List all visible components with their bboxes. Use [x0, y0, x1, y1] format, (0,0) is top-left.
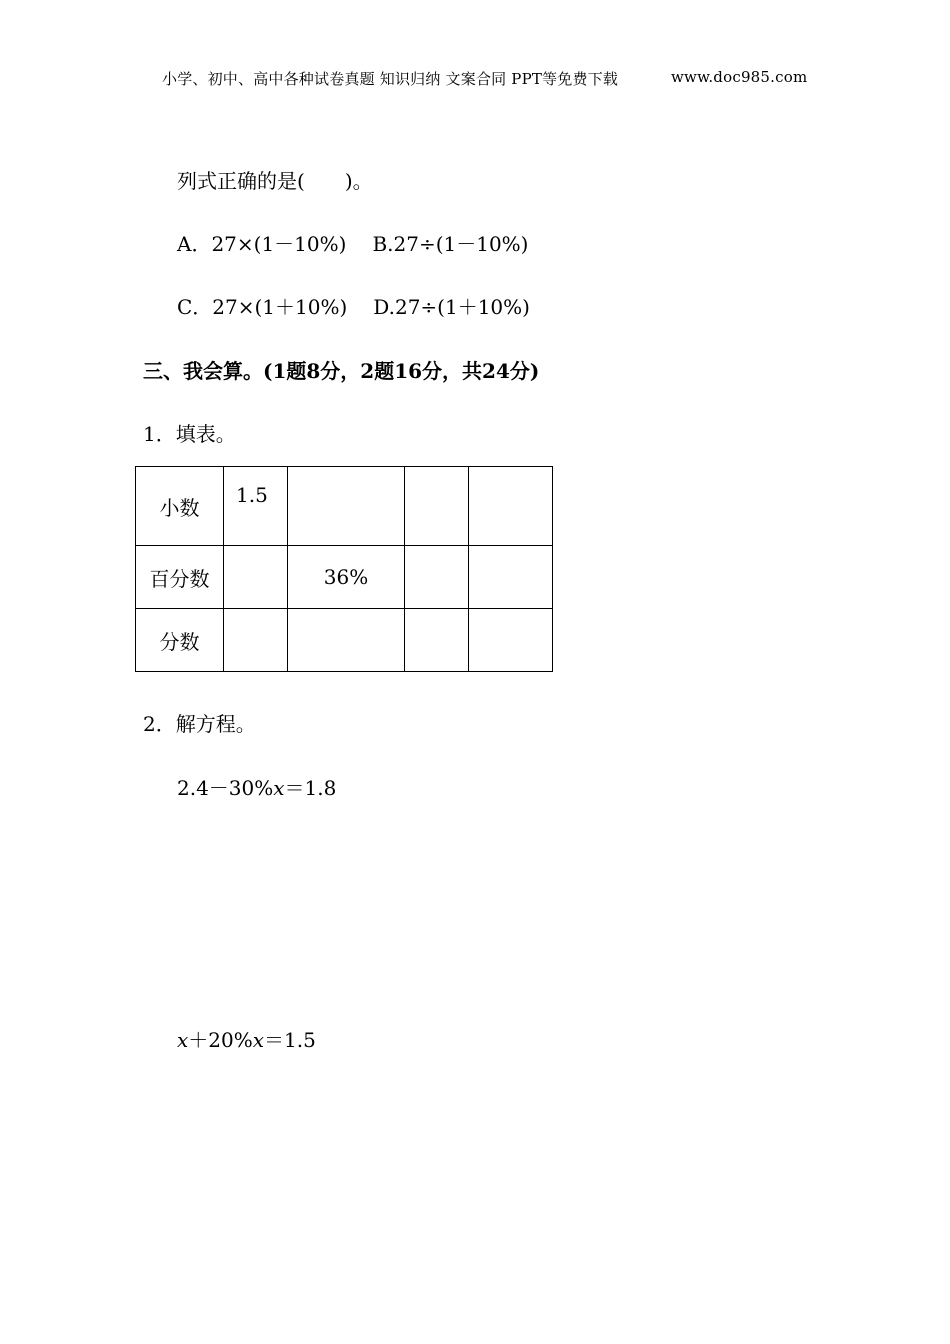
- option-d: D.27÷(1＋10%): [373, 295, 530, 319]
- table-row-fraction: [136, 609, 553, 672]
- equation-2: [177, 1024, 316, 1053]
- table-cell-blank[interactable]: [405, 609, 469, 672]
- table-cell-blank[interactable]: [288, 609, 405, 672]
- question-stem-prefix: 列式正确的是(: [177, 169, 305, 193]
- options-row-2: [177, 291, 530, 320]
- option-b: B.27÷(1－10%): [372, 232, 529, 256]
- table-cell-blank[interactable]: [224, 546, 288, 609]
- option-a: A．27×(1－10%): [177, 232, 347, 256]
- table-cell: 1.5: [224, 467, 288, 546]
- table-row-decimal: [136, 467, 553, 546]
- table-cell-blank[interactable]: [405, 467, 469, 546]
- table-cell-blank[interactable]: [469, 546, 553, 609]
- table-cell: 36%: [288, 546, 405, 609]
- option-c: C．27×(1＋10%): [177, 295, 348, 319]
- question-stem: [177, 165, 373, 194]
- equation-2-variable: x: [177, 1028, 189, 1052]
- header-site-url[interactable]: www.doc985.com: [671, 68, 808, 86]
- table-cell-blank[interactable]: [405, 546, 469, 609]
- equation-2-variable: x: [252, 1028, 265, 1052]
- row-label-decimal: 小数: [136, 467, 224, 546]
- equation-2-mid: ＋20%: [188, 1028, 253, 1052]
- question-stem-suffix: )。: [344, 169, 373, 193]
- row-label-fraction: 分数: [136, 609, 224, 672]
- options-row-1: [177, 228, 528, 257]
- row-label-percent: 百分数: [136, 546, 224, 609]
- equation-2-right: ＝1.5: [264, 1028, 316, 1052]
- table-cell-blank[interactable]: [288, 467, 405, 546]
- equation-1: [177, 772, 336, 801]
- q1-title: 1．填表。: [143, 422, 236, 446]
- table-cell-blank[interactable]: [469, 609, 553, 672]
- section-3-title: 三、我会算。(1题8分，2题16分，共24分): [143, 359, 540, 383]
- equation-1-left: 2.4－30%: [177, 776, 274, 800]
- fill-table: [135, 466, 553, 672]
- equation-1-right: ＝1.8: [284, 776, 337, 800]
- q2-title: 2．解方程。: [143, 712, 256, 736]
- table-cell-blank[interactable]: [224, 609, 288, 672]
- equation-1-variable: x: [273, 776, 285, 800]
- table-row-percent: [136, 546, 553, 609]
- table-cell-blank[interactable]: [469, 467, 553, 546]
- header-site-description: 小学、初中、高中各种试卷真题 知识归纳 文案合同 PPT等免费下载: [162, 70, 619, 88]
